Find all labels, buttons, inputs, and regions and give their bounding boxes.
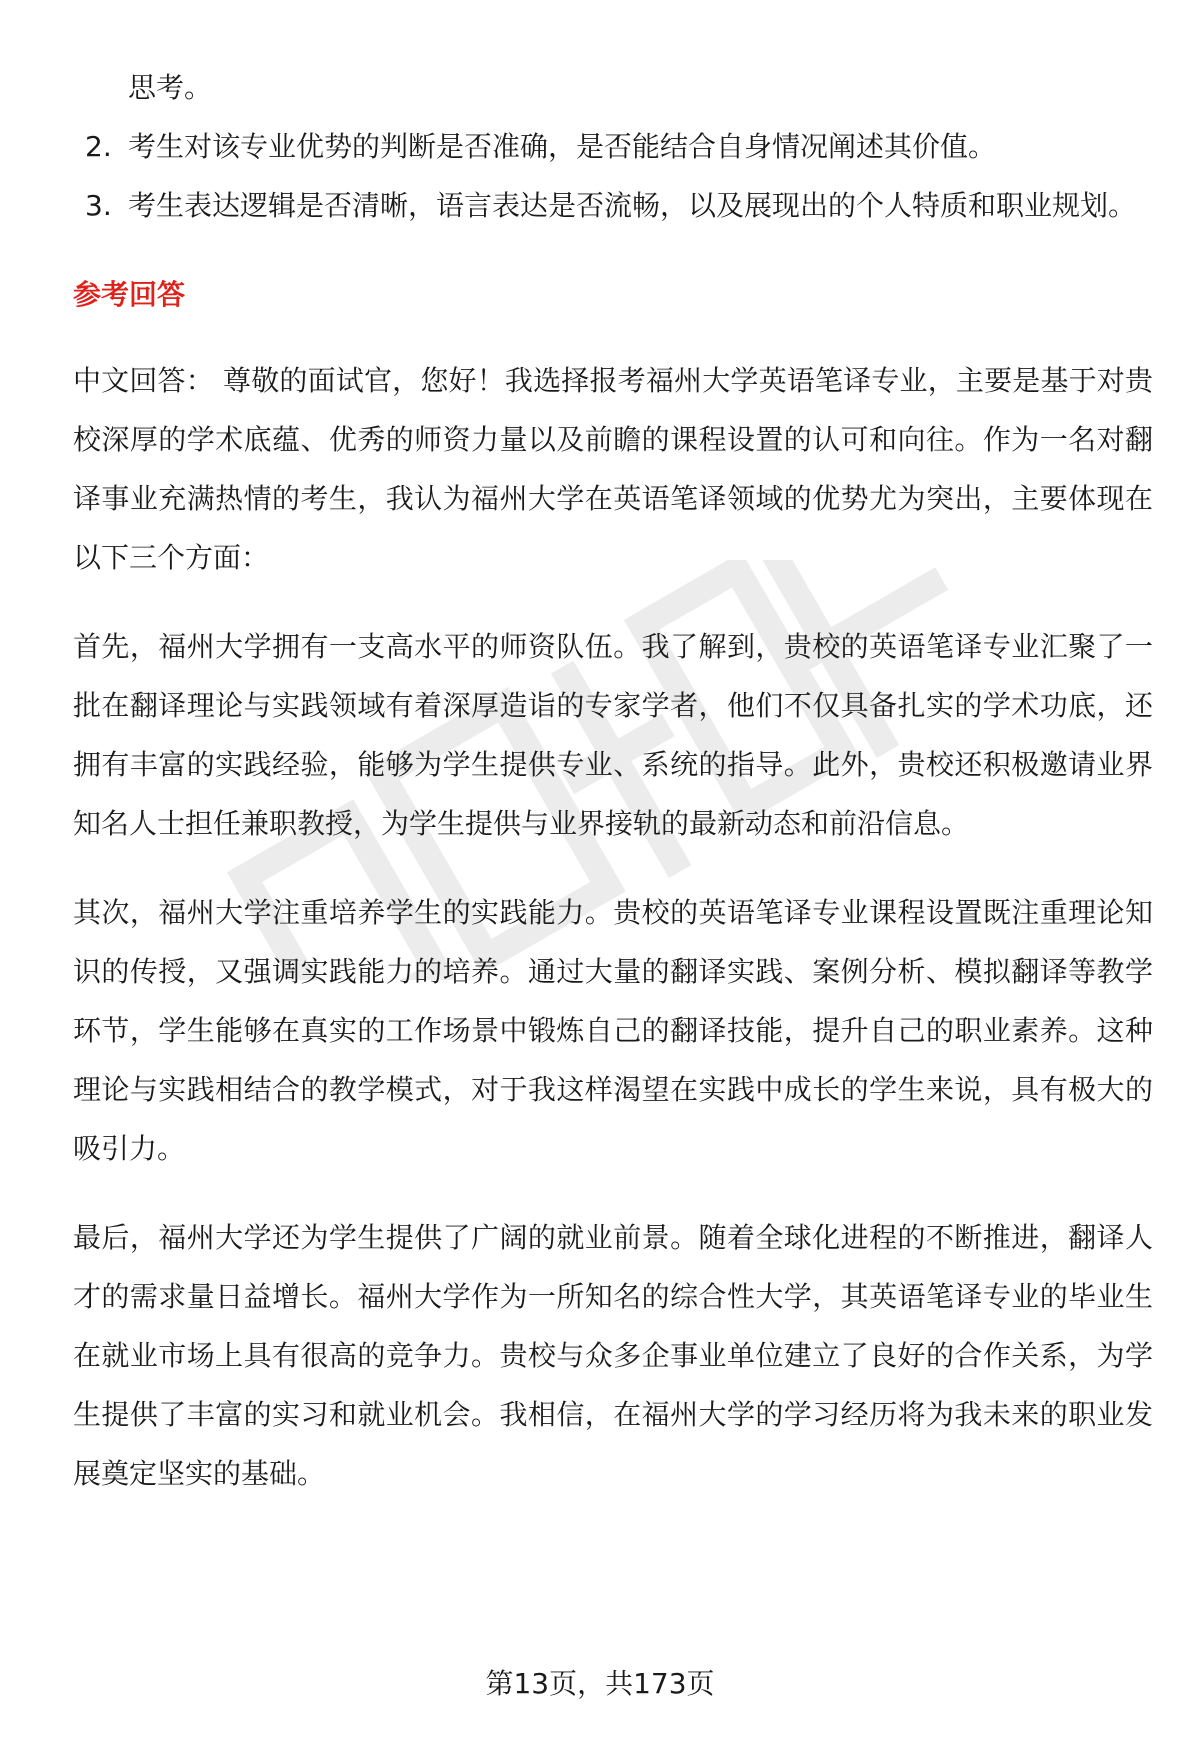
answer-paragraph-second-point: 其次，福州大学注重培养学生的实践能力。贵校的英语笔译专业课程设置既注重理论知识的传授，又强调实践能力的培养。通过大量的翻译实践、案例分析、模拟翻译等教学环节，学生能够在真实的工作场景中锻炼自己的翻译技能，提升自己的职业素养。这种理论与实践相结合的教学模式，对于我这样渴望在实践中成长的学生来说，具有极大的吸引力。 [73,896,1153,1165]
list-item-number: 3. [85,189,112,222]
list-item-text: 考生对该专业优势的判断是否准确，是否能结合自身情况阐述其价值。 [128,130,997,163]
section-heading: 参考回答 [73,278,186,311]
list-item [73,117,1153,176]
answer-paragraph-intro: 中文回答： 尊敬的面试官，您好！我选择报考福州大学英语笔译专业，主要是基于对贵校深厚的学术底蕴、优秀的师资力量以及前瞻的课程设置的认可和向往。作为一名对翻译事业充满热情的考生，我认为福州大学在英语笔译领域的优势尤为突出，主要体现在以下三个方面： [73,364,1153,574]
list-item [73,176,1153,235]
list-item-continuation: 思考。 [128,71,213,104]
answer-paragraph-first-point: 首先，福州大学拥有一支高水平的师资队伍。我了解到，贵校的英语笔译专业汇聚了一批在翻译理论与实践领域有着深厚造诣的专家学者，他们不仅具备扎实的学术功底，还拥有丰富的实践经验，能够为学生提供专业、系统的指导。此外，贵校还积极邀请业界知名人士担任兼职教授，为学生提供与业界接轨的最新动态和前沿信息。 [73,630,1153,840]
list-item-text: 考生表达逻辑是否清晰，语言表达是否流畅，以及展现出的个人特质和职业规划。 [128,189,1137,222]
answer-paragraph-third-point: 最后，福州大学还为学生提供了广阔的就业前景。随着全球化进程的不断推进，翻译人才的需求量日益增长。福州大学作为一所知名的综合性大学，其英语笔译专业的毕业生在就业市场上具有很高的竞争力。贵校与众多企事业单位建立了良好的合作关系，为学生提供了丰富的实习和就业机会。我相信，在福州大学的学习经历将为我未来的职业发展奠定坚实的基础。 [73,1221,1153,1490]
criteria-list [73,117,1153,235]
page-number-footer: 第13页，共173页 [485,1667,715,1700]
document-body [73,58,1153,1503]
list-item-number: 2. [85,130,112,163]
